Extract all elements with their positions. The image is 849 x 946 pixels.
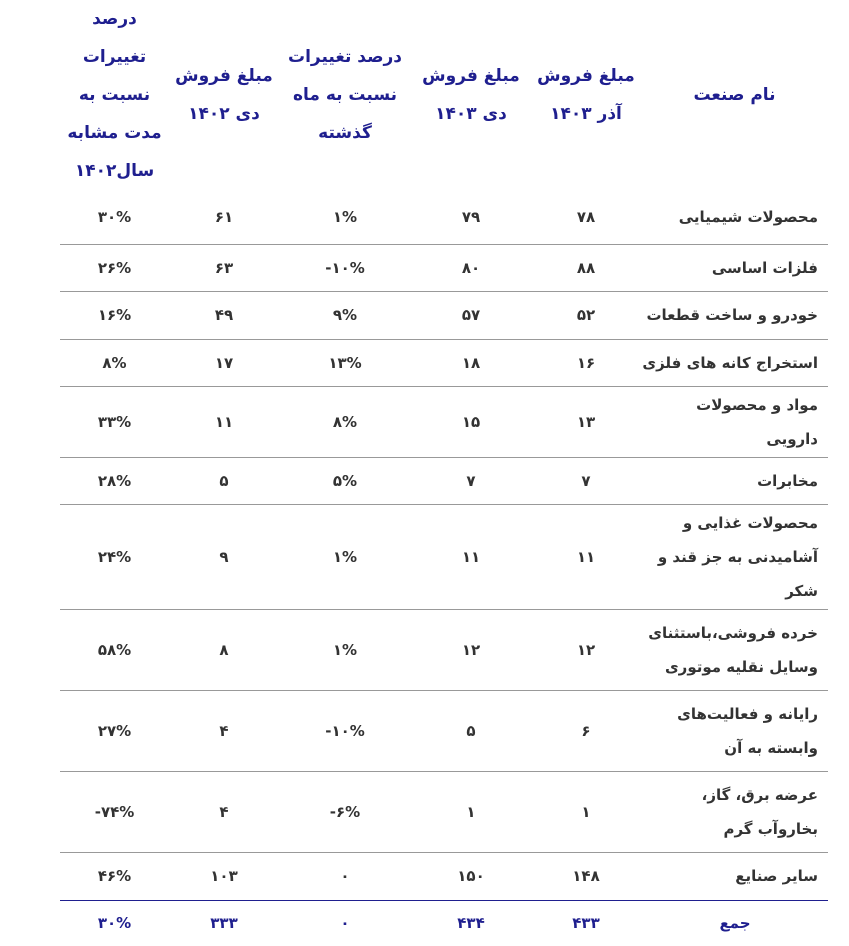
change-vs-last-year-cell: ۱۶% [60, 291, 169, 339]
industry-sales-table [60, 0, 828, 946]
sales-azar-1403-cell: ۱۴۸ [531, 852, 641, 900]
table-row [60, 609, 828, 690]
table-row [60, 386, 828, 457]
sales-azar-1403-cell: ۷ [531, 457, 641, 504]
change-vs-last-month-cell: ۰ [279, 900, 411, 946]
header-industry: نام صنعت [693, 85, 776, 105]
sales-azar-1403-cell: ۴۳۳ [531, 900, 641, 946]
table-row [60, 690, 828, 771]
sales-dey-1403-cell: ۱۱ [411, 504, 531, 609]
sales-azar-1403-cell: ۱۳ [531, 386, 641, 457]
change-vs-last-year-cell: ۲۸% [60, 457, 169, 504]
sales-dey-1402-cell: ۱۱ [169, 386, 279, 457]
industry-name-cell: جمع [641, 900, 828, 946]
sales-dey-1402-cell: ۴ [169, 771, 279, 852]
sales-dey-1402-cell: ۱۷ [169, 339, 279, 386]
industry-name-cell: خودرو و ساخت قطعات [641, 291, 828, 339]
industry-name-cell: مواد و محصولات دارویی [641, 386, 828, 457]
sales-dey-1403-cell: ۱۵۰ [411, 852, 531, 900]
sales-dey-1402-cell: ۸ [169, 609, 279, 690]
sales-dey-1402-cell: ۶۳ [169, 244, 279, 291]
industry-name-cell: خرده فروشی،باستثنای وسایل نقلیه موتوری [641, 609, 828, 690]
table-row [60, 771, 828, 852]
table-row [60, 457, 828, 504]
sales-dey-1403-cell: ۷۹ [461, 207, 481, 226]
industry-name-cell: مخابرات [641, 457, 828, 504]
industry-name-cell: فلزات اساسی [641, 244, 828, 291]
table-row [60, 852, 828, 900]
industry-name-cell: رایانه و فعالیت‌های وابسته به آن [641, 690, 828, 771]
sales-dey-1403-cell: ۱۸ [411, 339, 531, 386]
industry-name-cell: محصولات شیمیایی [678, 207, 818, 226]
change-vs-last-month-cell: ۱% [279, 609, 411, 690]
sales-azar-1403-cell: ۸۸ [531, 244, 641, 291]
header-sales-dey-1402: مبلغ فروش دی ۱۴۰۲ [175, 66, 273, 124]
sales-dey-1402-cell: ۹ [169, 504, 279, 609]
change-vs-last-year-cell: ۳۳% [60, 386, 169, 457]
industry-name-cell: سایر صنایع [641, 852, 828, 900]
industry-name-cell: استخراج کانه های فلزی [641, 339, 828, 386]
sales-dey-1403-cell: ۴۳۴ [411, 900, 531, 946]
change-vs-last-year-cell: ۲۶% [60, 244, 169, 291]
sales-azar-1403-cell: ۱ [531, 771, 641, 852]
sales-dey-1403-cell: ۵۷ [411, 291, 531, 339]
sales-dey-1403-cell: ۵ [411, 690, 531, 771]
sales-dey-1403-cell: ۱ [411, 771, 531, 852]
sales-dey-1403-cell: ۷ [411, 457, 531, 504]
sales-dey-1402-cell: ۳۳۳ [169, 900, 279, 946]
change-vs-last-month-cell: ۹% [279, 291, 411, 339]
change-vs-last-month-cell: ۵% [279, 457, 411, 504]
sales-azar-1403-cell: ۶ [531, 690, 641, 771]
sales-dey-1403-cell: ۱۲ [411, 609, 531, 690]
table-row [60, 291, 828, 339]
sales-dey-1402-cell: ۱۰۳ [169, 852, 279, 900]
header-change-vs-last-month: درصد تغییرات نسبت به ماه گذشته [287, 47, 403, 143]
sales-azar-1403-cell: ۱۱ [531, 504, 641, 609]
table-header-row [60, 0, 828, 190]
change-vs-last-month-cell: ۱% [332, 207, 358, 226]
sales-dey-1402-cell: ۴ [169, 690, 279, 771]
table-row [60, 244, 828, 291]
change-vs-last-month-cell: ۱۰%- [279, 244, 411, 291]
table-row [60, 190, 828, 244]
sales-azar-1403-cell: ۵۲ [531, 291, 641, 339]
industry-name-cell: عرضه برق، گاز، بخاروآب گرم [641, 771, 828, 852]
change-vs-last-year-cell: ۲۷% [60, 690, 169, 771]
header-sales-dey-1403: مبلغ فروش دی ۱۴۰۳ [422, 66, 520, 124]
change-vs-last-year-cell: ۵۸% [60, 609, 169, 690]
sales-azar-1403-cell: ۱۲ [531, 609, 641, 690]
sales-azar-1403-cell: ۱۶ [531, 339, 641, 386]
header-sales-azar-1403: مبلغ فروش آذر ۱۴۰۳ [537, 66, 635, 124]
total-row [60, 900, 828, 946]
sales-dey-1403-cell: ۱۵ [411, 386, 531, 457]
change-vs-last-month-cell: ۶%- [279, 771, 411, 852]
sales-azar-1403-cell: ۷۸ [576, 207, 596, 226]
change-vs-last-year-cell: ۲۴% [60, 504, 169, 609]
change-vs-last-month-cell: ۸% [279, 386, 411, 457]
table-row [60, 504, 828, 609]
header-change-vs-last-year: درصد تغییرات نسبت به مدت مشابه سال۱۴۰۲ [67, 9, 162, 181]
change-vs-last-year-cell: ۸% [60, 339, 169, 386]
change-vs-last-month-cell: ۰ [279, 852, 411, 900]
change-vs-last-month-cell: ۱۰%- [279, 690, 411, 771]
sales-dey-1403-cell: ۸۰ [411, 244, 531, 291]
change-vs-last-year-cell: ۳۰% [60, 900, 169, 946]
table-row [60, 339, 828, 386]
change-vs-last-month-cell: ۱۳% [279, 339, 411, 386]
sales-dey-1402-cell: ۵ [169, 457, 279, 504]
change-vs-last-year-cell: ۴۶% [60, 852, 169, 900]
change-vs-last-month-cell: ۱% [279, 504, 411, 609]
sales-dey-1402-cell: ۴۹ [169, 291, 279, 339]
sales-dey-1402-cell: ۶۱ [214, 207, 234, 226]
industry-name-cell: محصولات غذایی و آشامیدنی به جز قند و شکر [641, 504, 828, 609]
change-vs-last-year-cell: ۳۰% [97, 207, 132, 226]
change-vs-last-year-cell: ۷۴%- [60, 771, 169, 852]
